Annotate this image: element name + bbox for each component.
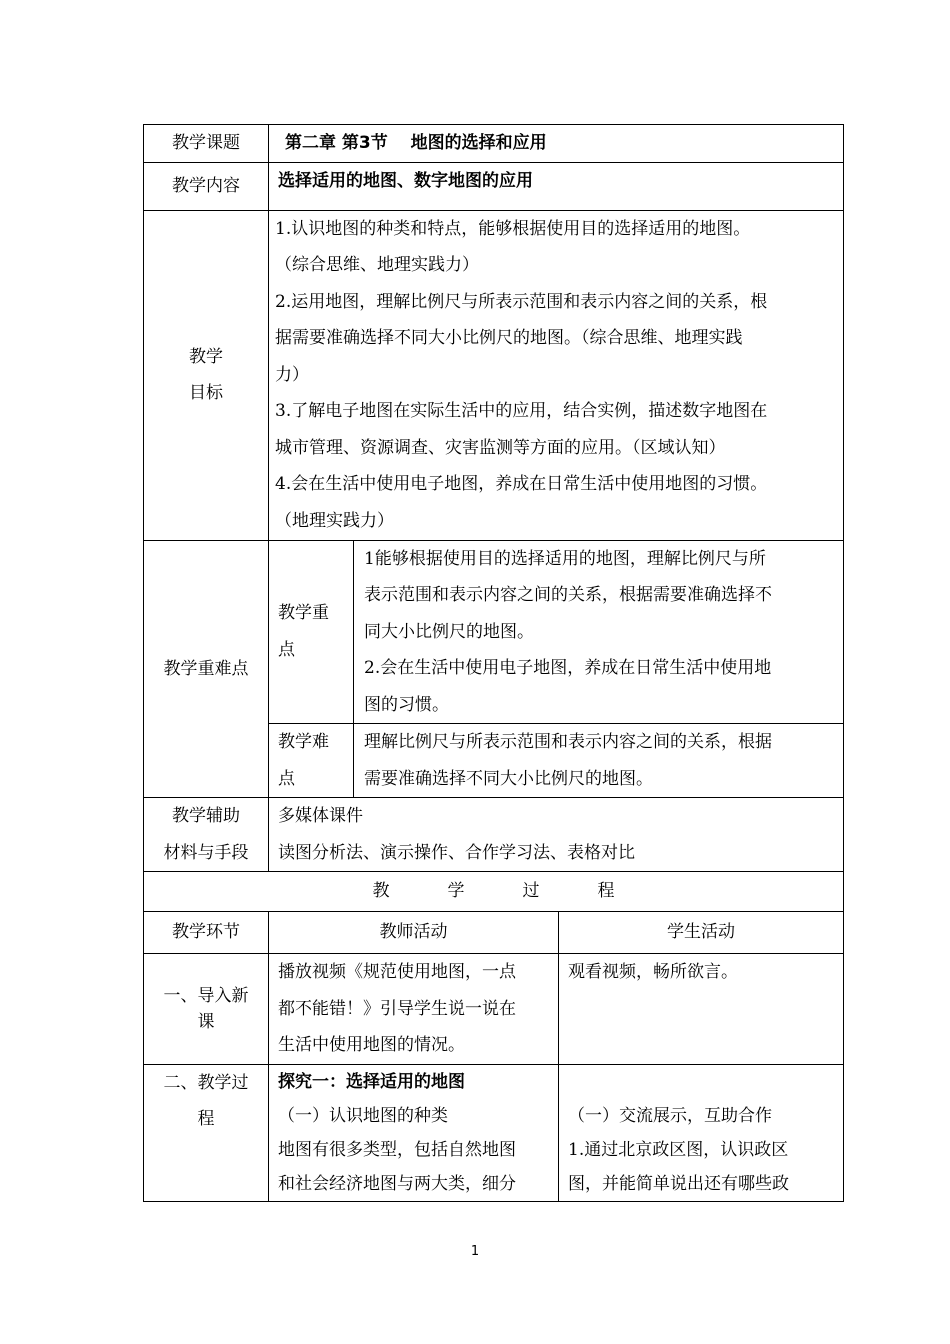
hard-point-label [269,724,354,798]
aids-label [144,798,269,872]
difficulty-label: 教学重难点 [144,540,269,798]
goals-row [144,210,844,540]
goal-line: 力） [275,364,309,385]
hard-point-line: 理解比例尺与所表示范围和表示内容之间的关系，根据 [364,732,772,752]
student-activity [559,954,844,1065]
topic-value: 第二章 第3节 地图的选择和应用 [269,125,844,163]
goals-text [269,210,844,540]
page-number: 1 [470,1244,480,1259]
key-point-label-line-2: 点 [278,639,295,660]
content-row [144,162,844,210]
column-header-row [144,912,844,954]
goal-line: 1.认识地图的种类和特点，能够根据使用目的选择适用的地图。 [275,218,751,239]
teacher-line: 生活中使用地图的情况。 [278,1035,465,1055]
table-row [144,954,844,1065]
column-header-stage: 教学环节 [144,912,269,954]
topic-label: 教学课题 [144,125,269,163]
key-point-text [354,540,844,724]
student-line: 图，并能简单说出还有哪些政 [568,1173,789,1194]
aids-text [269,798,844,872]
hard-point-text [354,724,844,798]
content-label: 教学内容 [144,162,269,210]
hard-point-line: 需要准确选择不同大小比例尺的地图。 [364,768,653,789]
process-title-row [144,872,844,912]
goals-label-line-1: 教学 [189,346,223,367]
key-point-line: 同大小比例尺的地图。 [364,621,534,642]
key-point-line: 2.会在生活中使用电子地图，养成在日常生活中使用地 [364,658,772,678]
goal-line: 3.了解电子地图在实际生活中的应用，结合实例，描述数字地图在 [275,401,768,421]
key-point-line: 1能够根据使用目的选择适用的地图，理解比例尺与所 [364,548,766,569]
key-point-row [144,540,844,724]
teacher-line: 和社会经济地图与两大类，细分 [278,1173,516,1194]
aids-label-line-2: 材料与手段 [163,842,249,863]
teacher-activity [269,1064,559,1201]
stage-cell [144,1064,269,1201]
hard-point-label-line-1: 教学难 [278,732,329,752]
goal-line: 城市管理、资源调查、灾害监测等方面的应用。（区域认知） [275,437,726,458]
table-row [144,1064,844,1201]
goal-line: （综合思维、地理实践力） [275,255,479,275]
process-title-cell [144,872,844,912]
teacher-activity [269,954,559,1065]
column-header-student: 学生活动 [559,912,844,954]
teacher-heading: 探究一：选择适用的地图 [278,1071,465,1092]
student-line [568,1065,837,1099]
stage-line-1: 二、教学过 [163,1072,249,1093]
student-activity [559,1064,844,1201]
student-line: 观看视频，畅所欲言。 [568,962,738,982]
stage-cell: 一、导入新课 [144,954,269,1065]
aids-line-2: 读图分析法、演示操作、合作学习法、表格对比 [278,842,635,863]
goal-line: 据需要准确选择不同大小比例尺的地图。（综合思维、地理实践 [275,328,743,348]
goal-line: （地理实践力） [275,510,394,531]
content-value: 选择适用的地图、数字地图的应用 [269,162,844,210]
goal-line: 2.运用地图，理解比例尺与所表示范围和表示内容之间的关系，根 [275,291,768,312]
stage-line-2: 程 [197,1109,215,1129]
hard-point-label-line-2: 点 [278,768,295,789]
goals-label [144,210,269,540]
key-point-line: 图的习惯。 [364,694,449,715]
teacher-line: （一）认识地图的种类 [278,1105,448,1126]
lesson-plan-table [143,124,844,1202]
goal-line: 4.会在生活中使用电子地图，养成在日常生活中使用地图的习惯。 [275,474,768,494]
student-line: 1.通过北京政区图，认识政区 [568,1139,789,1160]
key-point-line: 表示范围和表示内容之间的关系，根据需要准确选择不 [364,585,772,605]
key-point-label-line-1: 教学重 [278,603,329,624]
process-title: 教学过程 [372,881,673,902]
goals-label-line-2: 目标 [189,383,223,403]
aids-label-line-1: 教学辅助 [172,806,240,826]
teacher-line: 地图有很多类型，包括自然地图 [278,1139,516,1160]
student-line: （一）交流展示，互助合作 [568,1105,772,1126]
aids-row [144,798,844,872]
column-header-teacher: 教师活动 [269,912,559,954]
topic-row [144,125,844,163]
teacher-line: 都不能错！》引导学生说一说在 [278,998,516,1019]
key-point-label [269,540,354,724]
aids-line-1: 多媒体课件 [278,806,363,826]
teacher-line: 播放视频《规范使用地图，一点 [278,962,516,982]
